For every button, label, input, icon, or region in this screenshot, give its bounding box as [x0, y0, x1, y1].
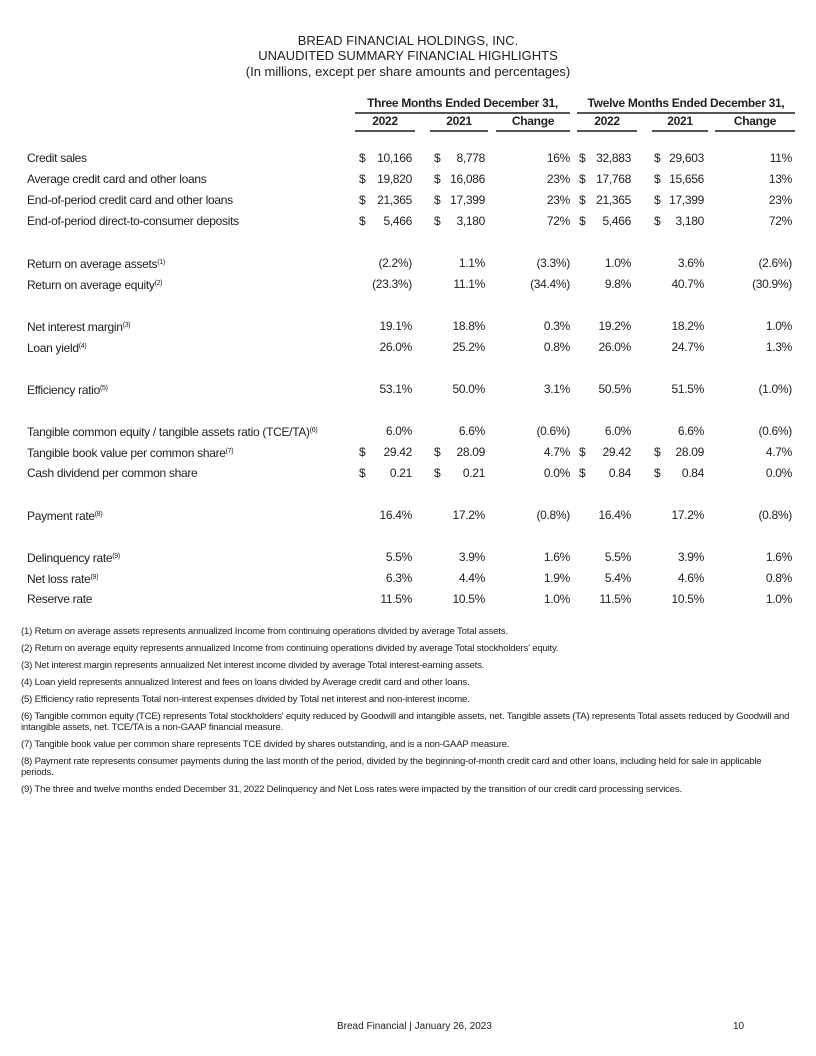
dollar-sign: $ [359, 193, 366, 207]
cell-value: 3,180 [456, 214, 485, 228]
cell-value: 5.5% [385, 550, 412, 564]
cell-value: 5.4% [604, 571, 631, 585]
row-label [27, 444, 233, 461]
cell-value: 0.21 [462, 466, 485, 480]
cell-value: 4.7% [543, 445, 570, 459]
cell-value: 5,466 [602, 214, 631, 228]
column-header: Change [511, 114, 555, 128]
dollar-sign: $ [579, 214, 586, 228]
dollar-sign: $ [359, 466, 366, 480]
footnote: (9) The three and twelve months ended December 31, 2022 Delinquency and Net Loss rates were impacted by the transition of our credit card processing services. [21, 784, 682, 795]
dollar-sign: $ [654, 193, 661, 207]
footnotes [21, 626, 796, 801]
cell-value: 6.6% [458, 424, 485, 438]
footnote-ref: (4) [78, 343, 87, 350]
cell-value: 17.2% [452, 508, 485, 522]
column-header: 2022 [594, 114, 620, 128]
cell-value: 1.1% [458, 256, 485, 270]
cell-value: 1.0% [604, 256, 631, 270]
footnote: (1) Return on average assets represents annualized Income from continuing operations divided by average Total assets. [21, 626, 508, 637]
cell-value: 3.9% [458, 550, 485, 564]
table-row [27, 339, 797, 360]
dollar-sign: $ [654, 466, 661, 480]
footnote: (7) Tangible book value per common share represents TCE divided by shares outstanding, and is a non-GAAP measure. [21, 739, 510, 750]
footnote: (4) Loan yield represents annualized Interest and fees on loans divided by Average credit card and other loans. [21, 677, 470, 688]
footnote: (8) Payment rate represents consumer payments during the last month of the period, divided by the beginning-of-month credit card and other loans, including held for sale in applicable periods. [21, 756, 762, 778]
row-label-text: Loan yield [27, 341, 79, 355]
cell-value: 23% [546, 193, 570, 207]
cell-value: 26.0% [379, 340, 412, 354]
row-label [27, 150, 87, 166]
cell-value: 23% [768, 193, 792, 207]
cell-value: 3,180 [675, 214, 704, 228]
dollar-sign: $ [434, 193, 441, 207]
dollar-sign: $ [434, 151, 441, 165]
table-row [27, 549, 797, 570]
cell-value: 11.5% [380, 592, 412, 606]
footnote-ref: (6) [309, 427, 318, 434]
cell-value: 11.5% [599, 592, 631, 606]
dollar-sign: $ [579, 193, 586, 207]
footnote-ref: (9) [90, 574, 99, 581]
row-label-text: Net loss rate [27, 572, 91, 586]
cell-value: (23.3%) [372, 277, 412, 291]
cell-value: (0.6%) [758, 424, 792, 438]
cell-value: 50.0% [452, 382, 485, 396]
cell-value: 19.2% [598, 319, 631, 333]
cell-value: 11.1% [453, 277, 485, 291]
cell-value: 0.0% [543, 466, 570, 480]
column-header: 2021 [667, 114, 693, 128]
footnote: (2) Return on average equity represents annualized Income from continuing operations divided by average Total stockholders' equity. [21, 643, 559, 654]
cell-value: 1.3% [765, 340, 792, 354]
dollar-sign: $ [654, 214, 661, 228]
cell-value: 1.0% [543, 592, 570, 606]
cell-value: 3.1% [543, 382, 570, 396]
cell-value: 1.6% [765, 550, 792, 564]
footnote-ref: (2) [154, 280, 163, 287]
dollar-sign: $ [434, 172, 441, 186]
row-label-text: End-of-period credit card and other loans [27, 193, 233, 207]
dollar-sign: $ [579, 466, 586, 480]
footer-text: Bread Financial | January 26, 2023 [337, 1021, 492, 1032]
cell-value: (0.8%) [758, 508, 792, 522]
row-label [27, 276, 162, 293]
cell-value: 28.09 [456, 445, 485, 459]
cell-value: 17,399 [450, 193, 485, 207]
row-label [27, 465, 197, 481]
cell-value: 4.4% [458, 571, 485, 585]
row-label-text: Payment rate [27, 509, 95, 523]
column-rule [496, 130, 570, 132]
row-label-text: End-of-period direct-to-consumer deposits [27, 214, 239, 228]
cell-value: 29.42 [383, 445, 412, 459]
footnote-ref: (5) [100, 385, 108, 392]
row-label [27, 591, 92, 607]
row-group [27, 150, 797, 234]
row-label [27, 549, 120, 566]
cell-value: 53.1% [379, 382, 412, 396]
dollar-sign: $ [434, 214, 441, 228]
company-name: BREAD FINANCIAL HOLDINGS, INC. [297, 33, 519, 48]
cell-value: 0.8% [765, 571, 792, 585]
dollar-sign: $ [434, 445, 441, 459]
row-label-text: Return on average equity [27, 278, 155, 292]
cell-value: 4.6% [677, 571, 704, 585]
cell-value: 10.5% [452, 592, 485, 606]
cell-value: 0.3% [543, 319, 570, 333]
table-row [27, 465, 797, 486]
three-months-header: Three Months Ended December 31, [367, 96, 558, 110]
cell-value: 29,603 [669, 151, 704, 165]
cell-value: 72% [768, 214, 792, 228]
table-row [27, 591, 797, 612]
dollar-sign: $ [434, 466, 441, 480]
column-rule [715, 130, 795, 132]
footnote: (3) Net interest margin represents annualized Net interest income divided by average Total interest-earning assets. [21, 660, 485, 671]
cell-value: 1.6% [543, 550, 570, 564]
cell-value: 1.9% [543, 571, 570, 585]
row-label-text: Tangible book value per common share [27, 446, 226, 460]
row-label-text: Delinquency rate [27, 551, 113, 565]
table-row [27, 192, 797, 213]
row-label [27, 318, 130, 335]
dollar-sign: $ [579, 151, 586, 165]
row-label-text: Net interest margin [27, 320, 123, 334]
cell-value: 40.7% [671, 277, 704, 291]
row-label [27, 381, 108, 398]
cell-value: 11% [769, 151, 792, 165]
cell-value: 32,883 [596, 151, 631, 165]
column-header: 2021 [446, 114, 472, 128]
footnote: (6) Tangible common equity (TCE) represents Total stockholders' equity reduced by Goodwill and intangible assets, net. Tangible assets (TA) represents Total assets reduced by Goodwill and intangible assets, net. TCE/TA is a non-GAAP financial measure. [21, 711, 790, 733]
row-label [27, 339, 86, 356]
cell-value: 16% [546, 151, 570, 165]
cell-value: 72% [546, 214, 570, 228]
row-label-text: Tangible common equity / tangible assets ratio (TCE/TA) [27, 425, 310, 439]
column-rule [652, 130, 708, 132]
row-label [27, 570, 98, 587]
financial-highlights-table [27, 150, 797, 633]
cell-value: 10.5% [671, 592, 704, 606]
cell-value: 3.6% [677, 256, 704, 270]
column-rule [430, 130, 488, 132]
footnote: (5) Efficiency ratio represents Total non-interest expenses divided by Total net interest and non-interest income. [21, 694, 470, 705]
cell-value: (0.6%) [536, 424, 570, 438]
row-label [27, 255, 165, 272]
row-label [27, 423, 317, 440]
cell-value: 26.0% [598, 340, 631, 354]
row-label [27, 213, 239, 229]
cell-value: 16.4% [598, 508, 631, 522]
cell-value: 6.0% [385, 424, 412, 438]
table-row [27, 150, 797, 171]
table-row [27, 423, 797, 444]
cell-value: (0.8%) [536, 508, 570, 522]
footnote-ref: (7) [225, 448, 234, 455]
cell-value: 17,399 [669, 193, 704, 207]
cell-value: 6.3% [385, 571, 412, 585]
column-rule [577, 130, 637, 132]
row-group [27, 255, 797, 297]
cell-value: 8,778 [456, 151, 485, 165]
table-row [27, 276, 797, 297]
cell-value: 3.9% [677, 550, 704, 564]
cell-value: 19,820 [377, 172, 412, 186]
cell-value: 10,166 [377, 151, 412, 165]
cell-value: 21,365 [377, 193, 412, 207]
cell-value: 24.7% [671, 340, 704, 354]
cell-value: 50.5% [598, 382, 631, 396]
cell-value: 0.84 [681, 466, 704, 480]
row-label-text: Cash dividend per common share [27, 466, 198, 480]
cell-value: 51.5% [671, 382, 704, 396]
row-label-text: Reserve rate [27, 592, 93, 606]
footnote-ref: (8) [94, 511, 103, 518]
cell-value: 4.7% [765, 445, 792, 459]
cell-value: (30.9%) [752, 277, 792, 291]
cell-value: 18.2% [671, 319, 704, 333]
column-header: 2022 [372, 114, 398, 128]
cell-value: 13% [768, 172, 792, 186]
row-label [27, 507, 102, 524]
footnote-ref: (3) [122, 322, 131, 329]
row-group [27, 423, 797, 486]
table-row [27, 171, 797, 192]
row-label-text: Efficiency ratio [27, 383, 101, 397]
cell-value: (2.6%) [758, 256, 792, 270]
row-label [27, 192, 233, 208]
table-row [27, 213, 797, 234]
cell-value: 9.8% [604, 277, 631, 291]
cell-value: (1.0%) [758, 382, 792, 396]
cell-value: 15,656 [669, 172, 704, 186]
row-label [27, 171, 206, 187]
cell-value: 19.1% [379, 319, 412, 333]
column-rule [355, 130, 415, 132]
row-label-text: Return on average assets [27, 257, 158, 271]
cell-value: 0.0% [765, 466, 792, 480]
table-row [27, 507, 797, 528]
cell-value: 0.8% [543, 340, 570, 354]
table-row [27, 255, 797, 276]
table-row [27, 381, 797, 402]
cell-value: 16,086 [450, 172, 485, 186]
cell-value: 25.2% [452, 340, 485, 354]
row-group [27, 381, 797, 402]
cell-value: 16.4% [379, 508, 412, 522]
table-row [27, 318, 797, 339]
cell-value: 6.6% [677, 424, 704, 438]
cell-value: 17,768 [596, 172, 631, 186]
report-subtitle: (In millions, except per share amounts and percentages) [245, 64, 571, 79]
cell-value: 29.42 [602, 445, 631, 459]
cell-value: 5.5% [604, 550, 631, 564]
cell-value: 23% [546, 172, 570, 186]
footnote-ref: (1) [157, 259, 165, 266]
dollar-sign: $ [579, 172, 586, 186]
twelve-months-header: Twelve Months Ended December 31, [587, 96, 785, 110]
dollar-sign: $ [359, 214, 366, 228]
dollar-sign: $ [359, 445, 366, 459]
dollar-sign: $ [359, 151, 366, 165]
page-number: 10 [733, 1021, 745, 1032]
footnote-ref: (9) [112, 553, 120, 560]
row-group [27, 318, 797, 360]
cell-value: (3.3%) [536, 256, 570, 270]
table-row [27, 570, 797, 591]
column-header: Change [733, 114, 777, 128]
row-label-text: Credit sales [27, 151, 87, 165]
cell-value: 28.09 [675, 445, 704, 459]
cell-value: 5,466 [383, 214, 412, 228]
report-title: UNAUDITED SUMMARY FINANCIAL HIGHLIGHTS [258, 48, 558, 63]
cell-value: 1.0% [765, 592, 792, 606]
row-group [27, 507, 797, 528]
dollar-sign: $ [654, 445, 661, 459]
cell-value: 17.2% [671, 508, 704, 522]
row-label-text: Average credit card and other loans [27, 172, 207, 186]
row-group [27, 549, 797, 612]
cell-value: 1.0% [765, 319, 792, 333]
cell-value: 0.84 [608, 466, 631, 480]
cell-value: 18.8% [452, 319, 485, 333]
dollar-sign: $ [654, 151, 661, 165]
cell-value: 0.21 [389, 466, 412, 480]
cell-value: (34.4%) [530, 277, 570, 291]
cell-value: (2.2%) [378, 256, 412, 270]
dollar-sign: $ [359, 172, 366, 186]
dollar-sign: $ [654, 172, 661, 186]
dollar-sign: $ [579, 445, 586, 459]
table-row [27, 444, 797, 465]
cell-value: 21,365 [596, 193, 631, 207]
cell-value: 6.0% [604, 424, 631, 438]
